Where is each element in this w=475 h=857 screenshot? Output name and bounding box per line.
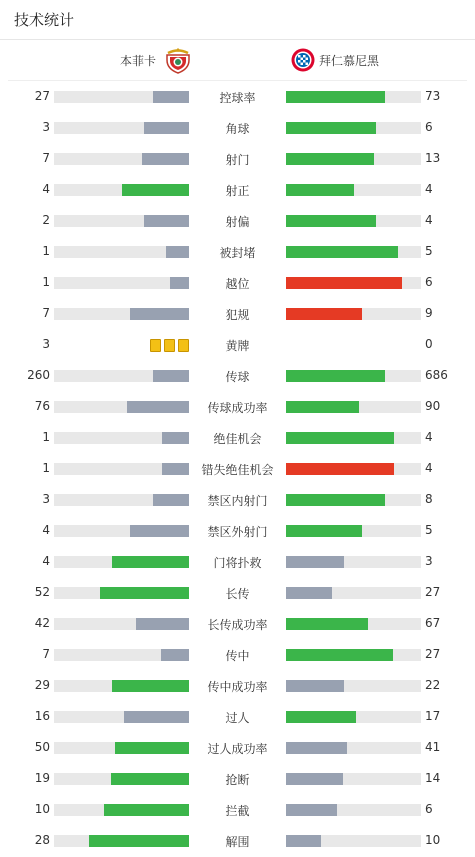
away-bar-fill bbox=[286, 742, 347, 754]
home-bar-fill bbox=[122, 184, 190, 196]
stat-label: 射偏 bbox=[225, 215, 250, 229]
away-bar-fill bbox=[286, 246, 398, 258]
benfica-crest-icon bbox=[164, 47, 192, 75]
home-value: 10 bbox=[34, 802, 50, 816]
away-value: 9 bbox=[425, 306, 433, 320]
home-bar-track bbox=[54, 494, 189, 506]
away-value: 4 bbox=[425, 182, 433, 196]
home-bar-fill bbox=[112, 556, 189, 568]
home-bar-track bbox=[54, 649, 189, 661]
away-bar-fill bbox=[286, 587, 332, 599]
away-bar-track bbox=[286, 153, 421, 165]
stat-label: 解围 bbox=[225, 835, 250, 849]
home-team-name: 本菲卡 bbox=[119, 54, 156, 68]
away-bar-track bbox=[286, 401, 421, 413]
home-value: 52 bbox=[34, 585, 50, 599]
home-bar-track bbox=[54, 308, 189, 320]
away-bar-track bbox=[286, 277, 421, 289]
yellow-card-icon bbox=[164, 339, 175, 352]
away-bar-track bbox=[286, 835, 421, 847]
home-bar-fill bbox=[170, 277, 189, 289]
home-bar-track bbox=[54, 742, 189, 754]
home-bar-track bbox=[54, 463, 189, 475]
home-bar-fill bbox=[104, 804, 189, 816]
away-bar-fill bbox=[286, 277, 402, 289]
stat-label: 禁区外射门 bbox=[207, 525, 268, 539]
away-value: 14 bbox=[425, 771, 441, 785]
home-bar-track bbox=[54, 122, 189, 134]
home-bar-fill bbox=[111, 773, 189, 785]
away-value: 27 bbox=[425, 585, 441, 599]
home-bar-track bbox=[54, 773, 189, 785]
home-value: 4 bbox=[42, 523, 50, 537]
home-bar-track bbox=[54, 587, 189, 599]
stat-label: 抢断 bbox=[225, 773, 250, 787]
home-bar-track bbox=[54, 277, 189, 289]
away-value: 686 bbox=[425, 368, 448, 382]
away-bar-track bbox=[286, 587, 421, 599]
teams-row bbox=[8, 40, 467, 81]
away-value: 41 bbox=[425, 740, 441, 754]
home-bar-track bbox=[54, 618, 189, 630]
away-bar-fill bbox=[286, 463, 394, 475]
yellow-cards-home bbox=[150, 339, 189, 352]
away-bar-track bbox=[286, 370, 421, 382]
stat-label: 过人成功率 bbox=[207, 742, 268, 756]
stat-row bbox=[0, 608, 475, 639]
away-bar-track bbox=[286, 804, 421, 816]
away-value: 4 bbox=[425, 430, 433, 444]
stat-label: 绝佳机会 bbox=[213, 432, 262, 446]
away-bar-track bbox=[286, 525, 421, 537]
away-bar-fill bbox=[286, 184, 354, 196]
stat-label: 传球 bbox=[225, 370, 250, 384]
home-bar-fill bbox=[162, 463, 189, 475]
away-bar-fill bbox=[286, 835, 321, 847]
away-value: 6 bbox=[425, 275, 433, 289]
home-bar-track bbox=[54, 711, 189, 723]
stat-row bbox=[0, 825, 475, 856]
home-value: 16 bbox=[34, 709, 50, 723]
away-value: 4 bbox=[425, 213, 433, 227]
away-bar-track bbox=[286, 215, 421, 227]
away-value: 13 bbox=[425, 151, 441, 165]
away-value: 22 bbox=[425, 678, 441, 692]
away-bar-fill bbox=[286, 680, 344, 692]
home-value: 1 bbox=[42, 244, 50, 258]
away-bar-fill bbox=[286, 494, 385, 506]
stat-row bbox=[0, 205, 475, 236]
home-bar-track bbox=[54, 246, 189, 258]
away-bar-track bbox=[286, 618, 421, 630]
home-value: 1 bbox=[42, 430, 50, 444]
home-bar-track bbox=[54, 370, 189, 382]
home-bar-fill bbox=[100, 587, 189, 599]
home-bar-fill bbox=[153, 494, 189, 506]
stat-row bbox=[0, 732, 475, 763]
stat-row bbox=[0, 81, 475, 112]
away-bar-fill bbox=[286, 308, 362, 320]
stat-row bbox=[0, 515, 475, 546]
home-bar-fill bbox=[130, 525, 189, 537]
away-value: 8 bbox=[425, 492, 433, 506]
away-value: 4 bbox=[425, 461, 433, 475]
stat-row bbox=[0, 670, 475, 701]
home-bar-fill bbox=[136, 618, 189, 630]
stat-row bbox=[0, 577, 475, 608]
stat-label: 门将扑救 bbox=[213, 556, 262, 570]
away-bar-track bbox=[286, 494, 421, 506]
home-bar-fill bbox=[124, 711, 189, 723]
home-value: 3 bbox=[42, 120, 50, 134]
home-value: 260 bbox=[27, 368, 50, 382]
away-bar-fill bbox=[286, 91, 385, 103]
home-bar-fill bbox=[127, 401, 189, 413]
stat-row bbox=[0, 701, 475, 732]
stat-label: 禁区内射门 bbox=[207, 494, 268, 508]
away-bar-track bbox=[286, 91, 421, 103]
stat-row bbox=[0, 267, 475, 298]
stat-label: 长传成功率 bbox=[207, 618, 268, 632]
home-bar-fill bbox=[115, 742, 189, 754]
away-bar-fill bbox=[286, 804, 337, 816]
stats-header bbox=[0, 0, 475, 40]
home-bar-track bbox=[54, 401, 189, 413]
home-value: 76 bbox=[34, 399, 50, 413]
away-bar-track bbox=[286, 122, 421, 134]
home-bar-track bbox=[54, 215, 189, 227]
home-value: 3 bbox=[42, 337, 50, 351]
away-bar-track bbox=[286, 773, 421, 785]
away-bar-fill bbox=[286, 556, 344, 568]
stat-label: 传中 bbox=[225, 649, 250, 663]
away-bar-fill bbox=[286, 525, 362, 537]
stat-label: 犯规 bbox=[225, 308, 250, 322]
home-bar-track bbox=[54, 804, 189, 816]
away-value: 73 bbox=[425, 89, 441, 103]
away-bar-fill bbox=[286, 401, 359, 413]
yellow-card-icon bbox=[178, 339, 189, 352]
stat-label: 射门 bbox=[225, 153, 250, 167]
away-bar-fill bbox=[286, 215, 376, 227]
stats-list bbox=[0, 81, 475, 856]
away-value: 6 bbox=[425, 802, 433, 816]
stat-row bbox=[0, 794, 475, 825]
stat-row bbox=[0, 391, 475, 422]
stat-row bbox=[0, 174, 475, 205]
stat-row bbox=[0, 360, 475, 391]
away-bar-track bbox=[286, 184, 421, 196]
stat-label: 过人 bbox=[225, 711, 250, 725]
home-bar-fill bbox=[153, 91, 189, 103]
home-bar-track bbox=[54, 680, 189, 692]
stat-row bbox=[0, 546, 475, 577]
home-bar-fill bbox=[166, 246, 189, 258]
home-value: 4 bbox=[42, 554, 50, 568]
stat-label: 控球率 bbox=[219, 91, 256, 105]
away-bar-track bbox=[286, 711, 421, 723]
away-bar-track bbox=[286, 649, 421, 661]
home-value: 2 bbox=[42, 213, 50, 227]
away-value: 5 bbox=[425, 244, 433, 258]
stat-row bbox=[0, 639, 475, 670]
home-value: 4 bbox=[42, 182, 50, 196]
stat-label: 射正 bbox=[225, 184, 250, 198]
stat-row bbox=[0, 763, 475, 794]
away-value: 17 bbox=[425, 709, 441, 723]
stat-label: 错失绝佳机会 bbox=[201, 463, 274, 477]
home-bar-fill bbox=[161, 649, 189, 661]
away-value: 6 bbox=[425, 120, 433, 134]
home-bar-track bbox=[54, 835, 189, 847]
stat-label: 被封堵 bbox=[219, 246, 256, 260]
away-bar-fill bbox=[286, 122, 376, 134]
stat-row bbox=[0, 453, 475, 484]
home-value: 3 bbox=[42, 492, 50, 506]
away-value: 5 bbox=[425, 523, 433, 537]
stat-row bbox=[0, 143, 475, 174]
away-value: 3 bbox=[425, 554, 433, 568]
stat-row bbox=[0, 236, 475, 267]
home-bar-fill bbox=[144, 215, 189, 227]
stat-row bbox=[0, 329, 475, 360]
stat-label: 传球成功率 bbox=[207, 401, 268, 415]
away-value: 27 bbox=[425, 647, 441, 661]
home-value: 7 bbox=[42, 306, 50, 320]
home-value: 1 bbox=[42, 275, 50, 289]
stat-label: 越位 bbox=[225, 277, 250, 291]
away-bar-track bbox=[286, 556, 421, 568]
home-bar-fill bbox=[144, 122, 189, 134]
home-value: 28 bbox=[34, 833, 50, 847]
home-bar-track bbox=[54, 432, 189, 444]
away-bar-track bbox=[286, 463, 421, 475]
page-title: 技术统计 bbox=[14, 11, 75, 29]
away-bar-track bbox=[286, 680, 421, 692]
away-bar-fill bbox=[286, 618, 368, 630]
home-bar-fill bbox=[89, 835, 189, 847]
stat-label: 角球 bbox=[225, 122, 250, 136]
home-bar-fill bbox=[162, 432, 189, 444]
home-bar-fill bbox=[153, 370, 189, 382]
away-value: 0 bbox=[425, 337, 433, 351]
home-bar-track bbox=[54, 184, 189, 196]
home-bar-fill bbox=[130, 308, 189, 320]
stat-label: 拦截 bbox=[225, 804, 250, 818]
away-value: 10 bbox=[425, 833, 441, 847]
home-bar-track bbox=[54, 556, 189, 568]
home-value: 27 bbox=[34, 89, 50, 103]
away-team-name: 拜仁慕尼黑 bbox=[319, 54, 380, 68]
stat-row bbox=[0, 422, 475, 453]
home-bar-track bbox=[54, 153, 189, 165]
away-bar-fill bbox=[286, 711, 356, 723]
away-bar-track bbox=[286, 742, 421, 754]
away-bar-fill bbox=[286, 649, 393, 661]
away-value: 67 bbox=[425, 616, 441, 630]
home-bar-fill bbox=[112, 680, 189, 692]
home-value: 7 bbox=[42, 151, 50, 165]
stat-row bbox=[0, 112, 475, 143]
yellow-card-icon bbox=[150, 339, 161, 352]
stat-label: 传中成功率 bbox=[207, 680, 268, 694]
away-bar-fill bbox=[286, 773, 343, 785]
home-bar-fill bbox=[142, 153, 189, 165]
stat-label: 长传 bbox=[225, 587, 250, 601]
home-value: 1 bbox=[42, 461, 50, 475]
stat-row bbox=[0, 298, 475, 329]
away-bar-track bbox=[286, 432, 421, 444]
home-value: 7 bbox=[42, 647, 50, 661]
stat-row bbox=[0, 484, 475, 515]
home-value: 42 bbox=[34, 616, 50, 630]
away-bar-track bbox=[286, 246, 421, 258]
home-bar-track bbox=[54, 91, 189, 103]
home-value: 29 bbox=[34, 678, 50, 692]
home-value: 50 bbox=[34, 740, 50, 754]
stat-label: 黄牌 bbox=[225, 339, 250, 353]
home-bar-track bbox=[54, 525, 189, 537]
away-value: 90 bbox=[425, 399, 441, 413]
home-value: 19 bbox=[34, 771, 50, 785]
bayern-crest-icon bbox=[291, 48, 315, 72]
away-bar-fill bbox=[286, 370, 385, 382]
away-bar-fill bbox=[286, 153, 374, 165]
away-bar-track bbox=[286, 308, 421, 320]
away-bar-fill bbox=[286, 432, 394, 444]
